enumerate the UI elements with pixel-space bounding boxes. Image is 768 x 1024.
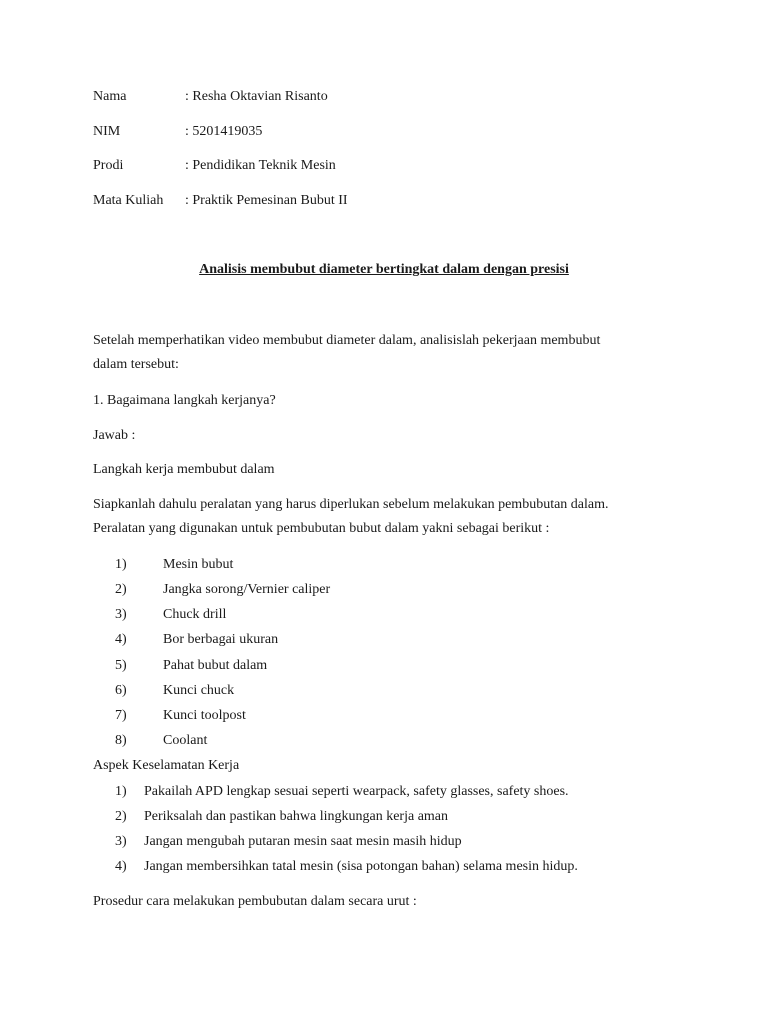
tool-item: Kunci toolpost bbox=[163, 708, 246, 723]
tool-number: 8) bbox=[115, 733, 127, 748]
section-heading: Langkah kerja membubut dalam bbox=[93, 462, 275, 477]
prep-line-2: Peralatan yang digunakan untuk pembubutan bubut dalam yakni sebagai berikut : bbox=[93, 521, 550, 536]
safety-heading: Aspek Keselamatan Kerja bbox=[93, 758, 240, 773]
header-label-nama: Nama bbox=[93, 89, 127, 104]
tool-number: 6) bbox=[115, 683, 127, 698]
safety-item: Periksalah dan pastikan bahwa lingkungan kerja aman bbox=[144, 809, 449, 824]
question-text: 1. Bagaimana langkah kerjanya? bbox=[93, 393, 276, 408]
header-value-prodi: : Pendidikan Teknik Mesin bbox=[185, 158, 336, 173]
intro-line-2: dalam tersebut: bbox=[93, 357, 179, 372]
header-value-mata-kuliah: : Praktik Pemesinan Bubut II bbox=[185, 193, 348, 208]
safety-item: Jangan mengubah putaran mesin saat mesin masih hidup bbox=[144, 834, 462, 849]
procedure-heading: Prosedur cara melakukan pembubutan dalam secara urut : bbox=[93, 894, 417, 909]
tool-number: 5) bbox=[115, 658, 127, 673]
tool-item: Chuck drill bbox=[163, 607, 227, 622]
safety-item: Pakailah APD lengkap sesuai seperti wearpack, safety glasses, safety shoes. bbox=[144, 784, 569, 799]
tool-item: Coolant bbox=[163, 733, 208, 748]
safety-number: 1) bbox=[115, 784, 127, 799]
prep-line-1: Siapkanlah dahulu peralatan yang harus diperlukan sebelum melakukan pembubutan dalam. bbox=[93, 497, 609, 512]
answer-label: Jawab : bbox=[93, 428, 136, 443]
safety-number: 3) bbox=[115, 834, 127, 849]
tool-item: Kunci chuck bbox=[163, 683, 235, 698]
intro-line-1: Setelah memperhatikan video membubut diameter dalam, analisislah pekerjaan membubut bbox=[93, 333, 601, 348]
document-title: Analisis membubut diameter bertingkat dalam dengan presisi bbox=[199, 262, 569, 277]
tool-number: 2) bbox=[115, 582, 127, 597]
header-value-nim: : 5201419035 bbox=[185, 124, 263, 139]
tool-item: Pahat bubut dalam bbox=[163, 658, 268, 673]
tool-item: Mesin bubut bbox=[163, 557, 234, 572]
header-label-mata-kuliah: Mata Kuliah bbox=[93, 193, 164, 208]
header-value-nama: : Resha Oktavian Risanto bbox=[185, 89, 328, 104]
tool-number: 4) bbox=[115, 632, 127, 647]
tool-item: Bor berbagai ukuran bbox=[163, 632, 279, 647]
tool-number: 7) bbox=[115, 708, 127, 723]
tool-number: 3) bbox=[115, 607, 127, 622]
tool-item: Jangka sorong/Vernier caliper bbox=[163, 582, 331, 597]
header-label-nim: NIM bbox=[93, 124, 121, 139]
safety-item: Jangan membersihkan tatal mesin (sisa potongan bahan) selama mesin hidup. bbox=[144, 859, 578, 874]
safety-number: 4) bbox=[115, 859, 127, 874]
tool-number: 1) bbox=[115, 557, 127, 572]
header-label-prodi: Prodi bbox=[93, 158, 124, 173]
safety-number: 2) bbox=[115, 809, 127, 824]
